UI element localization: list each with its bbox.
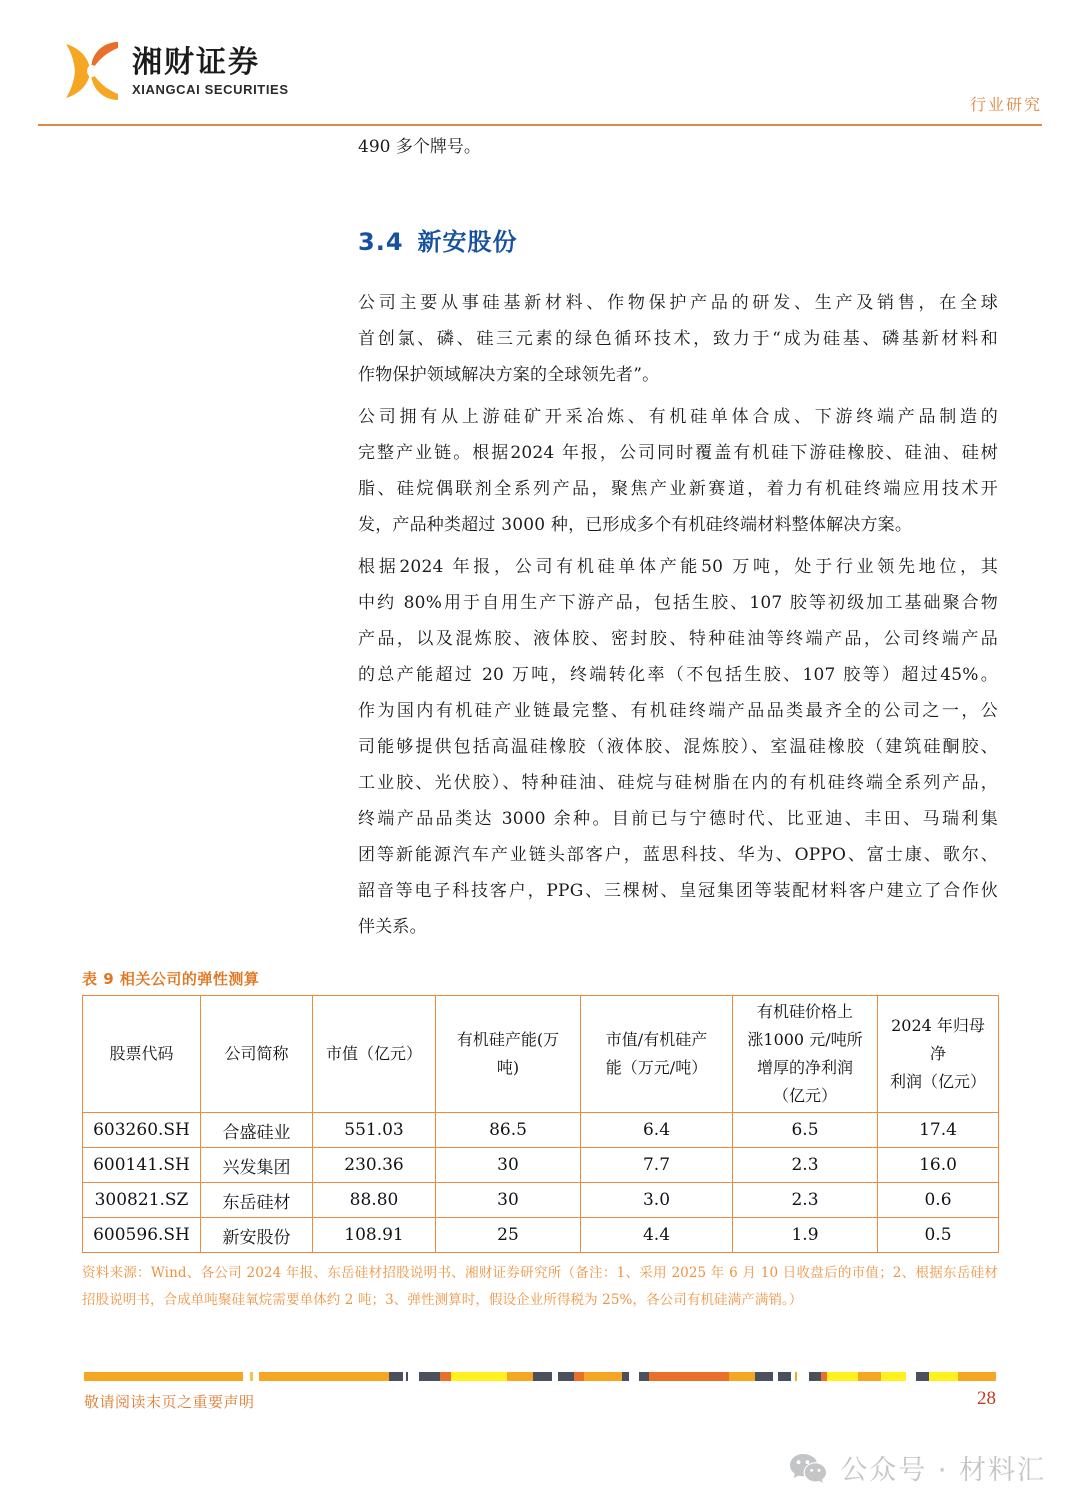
cell-net-profit: 17.4: [878, 1113, 999, 1148]
cell-company-name: 兴发集团: [201, 1148, 313, 1183]
table-caption: 表 9 相关公司的弹性测算: [82, 970, 260, 988]
cell-company-name: 东岳硅材: [201, 1183, 313, 1218]
paragraph-1: [358, 285, 998, 393]
header-line: 公司简称: [224, 1044, 289, 1063]
header-line: 有机硅价格上: [756, 1002, 853, 1021]
table-source-note: 资料来源：Wind、各公司 2024 年报、东岳硅材招股说明书、湘财证券研究所（备注：1、采用 2025 年 6 月 10 日收盘后的市值；2、根据东岳硅材招股说明书，合成单吨聚硅氧烷需要单体约 2 吨；3、弹性测算时，假设企业所得税为 25%，各公司有机硅满产满销。）: [82, 1265, 998, 1308]
paragraph-line: 韶音等电子科技客户，PPG、三棵树、皇冠集团等装配材料客户建立了合作伙: [358, 881, 998, 901]
paragraph-line: 公司拥有从上游硅矿开采冶炼、有机硅单体合成、下游终端产品制造的: [358, 407, 998, 427]
header-line: （亿元）: [772, 1086, 837, 1105]
footer-decorative-bar: [84, 1372, 996, 1381]
column-header-silicone-capacity: [436, 996, 581, 1113]
table-row: [83, 1113, 999, 1148]
xiangcai-logo-icon: [62, 38, 124, 104]
body-content: [358, 285, 998, 951]
column-header-market-cap: [313, 996, 436, 1113]
cell-net-profit: 16.0: [878, 1148, 999, 1183]
table-row: [83, 1218, 999, 1253]
section-heading: [358, 222, 518, 257]
cell-stock-code: 300821.SZ: [83, 1183, 201, 1218]
paragraph-line: 作为国内有机硅产业链最完整、有机硅终端产品品类最齐全的公司之一，公: [358, 701, 998, 721]
cell-capacity: 30: [436, 1183, 581, 1218]
paragraph-line: 工业胶、光伏胶）、特种硅油、硅烷与硅树脂在内的有机硅终端全系列产品，: [358, 773, 998, 793]
cell-company-name: 新安股份: [201, 1218, 313, 1253]
header-category-label: 行业研究: [969, 95, 1042, 114]
paragraph-line: 终端产品品类达 3000 余种。目前已与宁德时代、比亚迪、丰田、马瑞利集: [358, 809, 998, 829]
paragraph-line: 发，产品种类超过 3000 种，已形成多个有机硅终端材料整体解决方案。: [358, 515, 913, 535]
paragraph-line: 脂、硅烷偶联剂全系列产品，聚焦产业新赛道，着力有机硅终端应用技术开: [358, 479, 998, 499]
logo-chinese-name: 湘财证券: [132, 45, 260, 81]
cell-market-cap: 88.80: [313, 1183, 436, 1218]
cell-profit-uplift: 1.9: [733, 1218, 878, 1253]
cell-capacity: 86.5: [436, 1113, 581, 1148]
paragraph-line: 作物保护领域解决方案的全球领先者”。: [358, 365, 660, 385]
cell-capacity: 30: [436, 1148, 581, 1183]
page-number: 28: [977, 1388, 996, 1409]
header-line: 吨): [496, 1058, 520, 1077]
cell-stock-code: 600141.SH: [83, 1148, 201, 1183]
column-header-cap-per-capacity: [581, 996, 733, 1113]
footer-disclaimer: 敬请阅读末页之重要声明: [84, 1393, 255, 1411]
cell-market-cap: 230.36: [313, 1148, 436, 1183]
table-row: [83, 1183, 999, 1218]
cell-profit-uplift: 2.3: [733, 1183, 878, 1218]
paragraph-3: [358, 549, 998, 945]
column-header-company-name: [201, 996, 313, 1113]
logo-text-block: [132, 45, 289, 97]
table-header-row: [83, 996, 999, 1113]
section-number: 3.4: [358, 228, 404, 256]
cell-cap-per-capacity: 6.4: [581, 1113, 733, 1148]
column-header-profit-uplift: [733, 996, 878, 1113]
header-line: 增厚的净利润: [756, 1058, 853, 1077]
watermark-text: 公众号 · 材料汇: [840, 1455, 1046, 1486]
paragraph-line: 完整产业链。根据2024 年报，公司同时覆盖有机硅下游硅橡胶、硅油、硅树: [358, 443, 998, 463]
paragraph-line: 根据2024 年报，公司有机硅单体产能50 万吨，处于行业领先地位，其: [358, 557, 998, 577]
page-header: [0, 0, 1080, 132]
continued-text-line: 490 多个牌号。: [358, 137, 481, 157]
company-logo: [62, 38, 289, 104]
table-block: [82, 968, 998, 1314]
cell-market-cap: 551.03: [313, 1113, 436, 1148]
paragraph-line: 司能够提供包括高温硅橡胶（液体胶、混炼胶）、室温硅橡胶（建筑硅酮胶、: [358, 737, 998, 757]
header-line: 股票代码: [109, 1044, 174, 1063]
cell-stock-code: 600596.SH: [83, 1218, 201, 1253]
watermark: [789, 1448, 1046, 1487]
column-header-net-profit-2024: [878, 996, 999, 1113]
cell-net-profit: 0.6: [878, 1183, 999, 1218]
header-line: 涨1000 元/吨所: [747, 1030, 863, 1049]
paragraph-line: 产品，以及混炼胶、液体胶、密封胶、特种硅油等终端产品，公司终端产品: [358, 629, 998, 649]
header-line: 2024 年归母净: [891, 1016, 985, 1063]
cell-company-name: 合盛硅业: [201, 1113, 313, 1148]
paragraph-line: 团等新能源汽车产业链头部客户，蓝思科技、华为、OPPO、富士康、歌尔、: [358, 845, 998, 865]
cell-profit-uplift: 6.5: [733, 1113, 878, 1148]
cell-net-profit: 0.5: [878, 1218, 999, 1253]
header-divider-rule: [38, 124, 1042, 126]
paragraph-line: 首创氯、磷、硅三元素的绿色循环技术，致力于“成为硅基、磷基新材料和: [358, 329, 998, 349]
logo-english-name: XIANGCAI SECURITIES: [132, 81, 289, 97]
cell-cap-per-capacity: 4.4: [581, 1218, 733, 1253]
cell-cap-per-capacity: 7.7: [581, 1148, 733, 1183]
wechat-icon: [789, 1452, 827, 1484]
cell-market-cap: 108.91: [313, 1218, 436, 1253]
header-line: 利润（亿元）: [889, 1072, 986, 1091]
cell-capacity: 25: [436, 1218, 581, 1253]
header-line: 市值/有机硅产: [605, 1030, 708, 1049]
paragraph-2: [358, 399, 998, 543]
table-row: [83, 1148, 999, 1183]
header-line: 有机硅产能(万: [456, 1030, 560, 1049]
elasticity-table: [82, 995, 999, 1253]
column-header-stock-code: [83, 996, 201, 1113]
header-line: 市值（亿元）: [325, 1044, 422, 1063]
header-line: 能（万元/吨）: [605, 1058, 708, 1077]
paragraph-line: 公司主要从事硅基新材料、作物保护产品的研发、生产及销售，在全球: [358, 293, 998, 313]
paragraph-line: 的总产能超过 20 万吨，终端转化率（不包括生胶、107 胶等）超过45%。: [358, 665, 998, 685]
cell-cap-per-capacity: 3.0: [581, 1183, 733, 1218]
paragraph-line: 中约 80%用于自用生产下游产品，包括生胶、107 胶等初级加工基础聚合物: [358, 593, 998, 613]
cell-stock-code: 603260.SH: [83, 1113, 201, 1148]
cell-profit-uplift: 2.3: [733, 1148, 878, 1183]
paragraph-line: 伴关系。: [358, 917, 427, 937]
section-title: 新安股份: [417, 228, 518, 256]
